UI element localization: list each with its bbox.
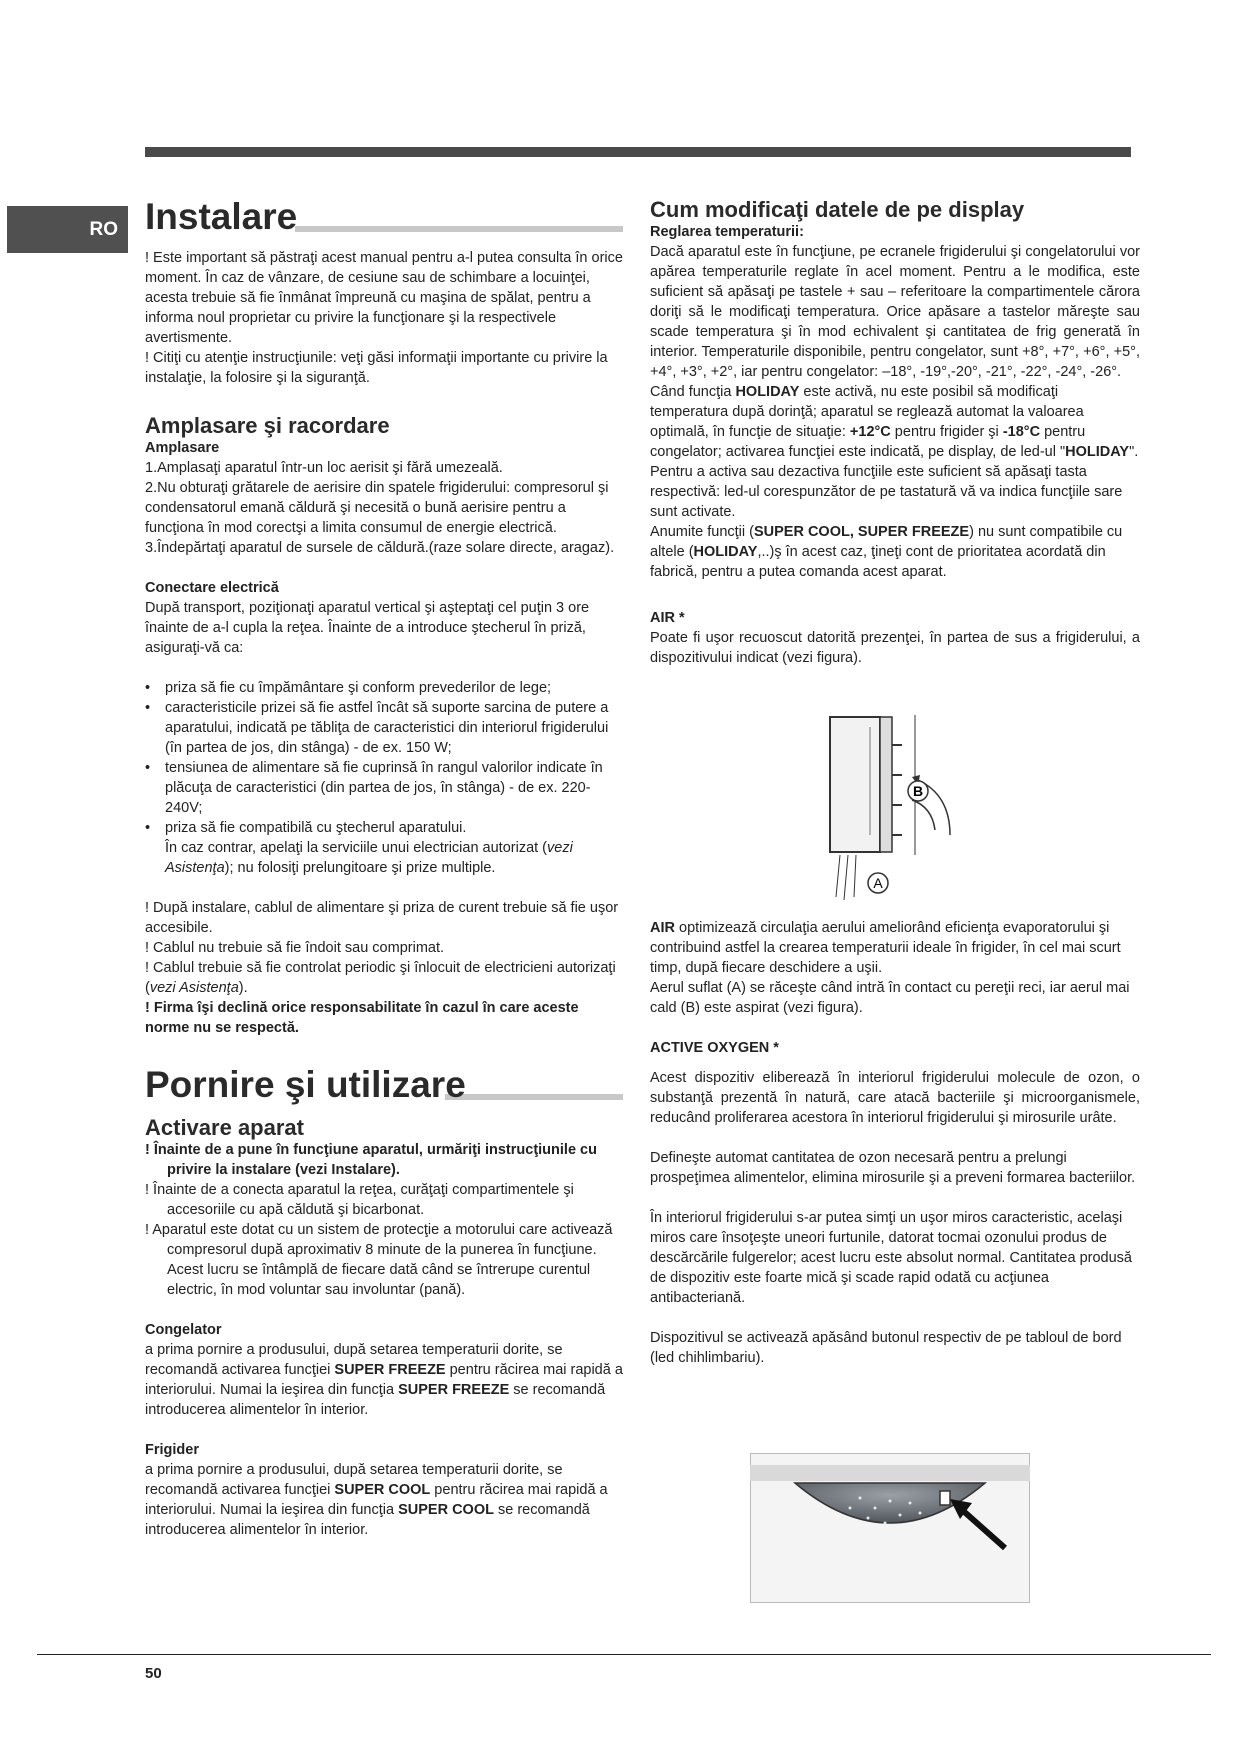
device-body [830, 717, 880, 852]
shelf [750, 1465, 1030, 1481]
top-rule [145, 147, 1131, 157]
holiday-paragraph: Când funcţia HOLIDAY este activă, nu este posibil să modificaţi temperatura după dorinţă; aparatul se reglează automat la valoarea optimală, în funcţie de situaţie: +12°C pentru frigider şi -18°C pentru congelator; activarea funcţiei este indicată, pe display, de led-ul "HOLIDAY". [650, 384, 1139, 460]
intro-paragraph-2: ! Citiţi cu atenţie instrucţiunile: veţi găsi informaţii importante cu privire la instalaţie, la folosire şi la siguranţă. [145, 350, 608, 386]
freezer-paragraph: a prima pornire a produsului, după setarea temperaturii dorite, se recomandă activarea funcţiei SUPER FREEZE pentru răcirea mai rapidă a interiorului. Numai la ieşirea din funcţia SUPER FREEZE se recomandă introducerea alimentelor în interior. [145, 1342, 623, 1418]
list-item: • priza să fie compatibilă cu ştecherul aparatului. [145, 818, 623, 838]
contrary-note: În caz contrar, apelaţi la serviciile unui electrician autorizat (vezi Asistenţa); nu folosiţi prelungitoare şi prize multiple. [165, 840, 573, 876]
warning-1: ! După instalare, cablul de alimentare şi priza de curent trebuie să fie uşor accesibile. [145, 900, 619, 936]
oxygen-paragraph-1: Acest dispozitiv eliberează în interiorul frigiderului molecule de ozon, o substanţă prezentă în natură, care atacă bacteriile şi microorganismele, reducând proliferarea acestora în interiorul frigiderului şi mirosurile urâte. [650, 1070, 1140, 1126]
warning-3: ! Cablul trebuie să fie controlat periodic şi înlocuit de electricieni autorizaţi (vezi Asistenţa). [145, 960, 616, 996]
title-pornire: Pornire şi utilizare [145, 1064, 466, 1105]
subheading-temperature: Reglarea temperaturii: [650, 224, 804, 240]
warning-2: ! Cablul nu trebuie să fie îndoit sau comprimat. [145, 940, 445, 956]
activate-item-1: ! Înainte de a pune în funcţiune aparatul, urmăriţi instrucţiunile cu privire la instalare (vezi Instalare). [145, 1142, 597, 1178]
subheading-fridge: Frigider [145, 1442, 199, 1458]
title-rule [445, 1094, 623, 1100]
deactivate-paragraph: Pentru a activa sau dezactiva funcţiile este suficient să apăsaţi tasta respectivă: led-ul corespunzător de pe tastatură vă va indica funcţiile sare sunt activate. [650, 464, 1123, 520]
figure-label-a: A [873, 875, 883, 891]
electric-intro: După transport, poziţionaţi aparatul vertical şi aşteptaţi cel puţin 3 ore înainte de a-l cupla la reţea. Înainte de a introduce ştecherul în priză, asiguraţi-vă ca: [145, 600, 590, 656]
air-device-figure [800, 715, 970, 915]
temperature-paragraph: Dacă aparatul este în funcţiune, pe ecranele frigiderului şi congelatorului vor apărea temperaturile reglate în acel moment. Pentru a le modifica, este suficient să apăsaţi pe tastele + sau – referitoare la compartimentele cărora doriţi să le modificaţi temperatura. Orice apăsare a tastelor măreşte sau scade temperatura şi în mod echivalent şi cantitatea de frig generată în interior. Temperaturile disponibile, pentru congelator, sunt +8°, +7°, +6°, +5°, +4°, +3°, +2°, iar pentru congelator: –18°, -19°,-20°, -21°, -22°, -24°, -26°. [650, 244, 1140, 380]
oxygen-paragraph-3: În interiorul frigiderului s-ar putea simţi un uşor miros caracteristic, acelaşi miros care însoţeşte uneori furtunile, datorat tocmai ozonului produs de descărcările fulgerelor; acest lucru este absolut normal. Cantitatea produsă de dispozitiv este foarte mică şi scade rapid odată cu acţiunea antibacteriană. [650, 1210, 1132, 1306]
placement-item-1: 1.Amplasaţi aparatul într-un loc aerisit şi fără umezeală. [145, 460, 503, 476]
fridge-paragraph: a prima pornire a produsului, după setarea temperaturii dorite, se recomandă activarea funcţiei SUPER COOL pentru răcirea mai rapidă a interiorului. Numai la ieşirea din funcţia SUPER COOL se recomandă introducerea alimentelor în interior. [145, 1462, 608, 1538]
air-paragraph: Poate fi uşor recuoscut datorită prezenţei, în partea de sus a frigiderului, a dispozitivului indicat (vezi figura). [650, 630, 1140, 666]
list-item: • tensiunea de alimentare să fie cuprinsă în rangul valorilor indicate în plăcuţa de caracteristici (din partea de jos, în stânga) - de ex. 220-240V; [145, 758, 623, 818]
electric-checklist [145, 678, 623, 838]
air-flow-arrow-a [836, 855, 840, 897]
title-rule [295, 226, 623, 232]
intro-paragraph: ! Este important să păstraţi acest manual pentru a-l putea consulta în orice moment. În caz de vânzare, de cesiune sau de schimbare a locuinţei, acesta trebuie să fie înmânat împreună cu maşina de spălat, pentru a informa noul proprietar cu privire la funcţionare şi la respectivele avertismente. [145, 250, 623, 346]
figure-label-b: B [912, 783, 924, 799]
warning-4: ! Firma îşi declină orice responsabilitate în cazul în care aceste norme nu se respectă. [145, 1000, 579, 1036]
subheading-air: AIR * [650, 610, 685, 626]
title-instalare: Instalare [145, 196, 298, 237]
placement-item-3: 3.Îndepărtaţi aparatul de sursele de căldură.(raze solare directe, aragaz). [145, 540, 615, 556]
activate-item-2: ! Înainte de a conecta aparatul la reţea, curăţaţi compartimentele şi accesoriile cu apă căldută şi bicarbonat. [145, 1182, 574, 1218]
subheading-placement: Amplasare [145, 440, 220, 456]
placement-item-2: 2.Nu obturaţi grătarele de aerisire din spatele frigiderului: compresorul şi condensatorul emană căldură şi necesită o bună aerisire pentru a funcţiona în mod corectşi a limita consumul de energie electrică. [145, 480, 609, 536]
section-title-display: Cum modificaţi datele de pe display [650, 197, 1025, 222]
subheading-freezer: Congelator [145, 1322, 222, 1338]
section-title-activate: Activare aparat [145, 1115, 304, 1140]
section-title-placement: Amplasare şi racordare [145, 413, 390, 438]
oxygen-paragraph-4: Dispozitivul se activează apăsând butonul respectiv de pe tabloul de bord (led chihlimbariu). [650, 1330, 1122, 1366]
bottom-rule [37, 1654, 1211, 1655]
page-number: 50 [145, 1665, 162, 1682]
left-column [145, 196, 623, 1540]
list-item: • caracteristicile prizei să fie astfel încât să suporte sarcina de putere a aparatului, indicată pe tăbliţa de caracteristici din interiorul frigiderului (în partea de jos, din stânga) - de ex. 150 W; [145, 698, 623, 758]
device-side [880, 717, 892, 852]
activate-item-3: ! Aparatul este dotat cu un sistem de protecţie a motorului care activează compresorul după aproximativ 8 minute de la punerea în funcţiune. Acest lucru se întâmplă de fiecare dată când se întrerupe curentul electric, în mod voluntar sau involuntar (pană). [145, 1222, 613, 1298]
subheading-active-oxygen: ACTIVE OXYGEN * [650, 1040, 779, 1056]
list-item: • priza să fie cu împământare şi conform prevederilor de lege; [145, 678, 623, 698]
activation-led [940, 1491, 950, 1505]
oxygen-paragraph-2: Defineşte automat cantitatea de ozon necesară pentru a prelungi prospeţimea alimentelor, elimina mirosurile şi a preveni formarea bacteriilor. [650, 1150, 1136, 1186]
air-description: AIR optimizează circulaţia aerului ameliorând eficienţa evaporatorului şi contribuind astfel la crearea temperaturii ideale în frigider, în cel mai scurt timp, după fiecare deschidere a uşii. [650, 920, 1121, 976]
compatibility-paragraph: Anumite funcţii (SUPER COOL, SUPER FREEZE) nu sunt compatibile cu altele (HOLIDAY,..)ş în acest caz, ţineţi cont de prioritatea acordată din fabrică, pentru a putea comanda acest aparat. [650, 524, 1123, 580]
subheading-electric: Conectare electrică [145, 580, 279, 596]
language-tab: RO [7, 206, 128, 253]
air-flow-note: Aerul suflat (A) se răceşte când intră în contact cu pereţii reci, iar aerul mai cald (B) este aspirat (vezi figura). [650, 980, 1130, 1016]
active-oxygen-figure [750, 1453, 1030, 1603]
